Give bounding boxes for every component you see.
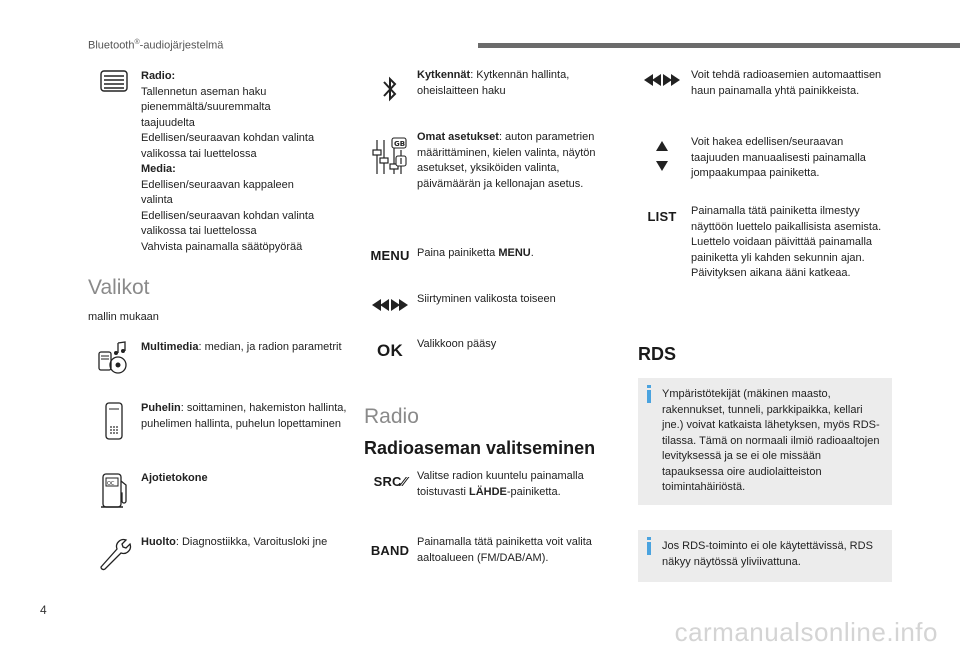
bluetooth-icon	[364, 74, 416, 104]
section-title: Bluetooth®-audiojärjestelmä	[88, 39, 224, 52]
svg-text:GB: GB	[394, 140, 406, 148]
watermark: carmanualsonline.info	[674, 617, 938, 647]
info-icon	[647, 537, 651, 540]
list-lines-icon	[88, 68, 140, 94]
svg-text:OC: OC	[107, 481, 115, 487]
header-bar	[478, 43, 960, 48]
list-label: LIST	[647, 209, 677, 224]
wrench-icon	[88, 535, 140, 571]
info-box-reception: Ympäristötekijät (mäkinen maasto, rakennukset, tunneli, parkkipaikka, kellari jne.) voivat katkaista lähetyksen, myös RDS-tilassa. Tämä on normaali ilmiö radioaaltojen levityksessä ja se ei ole missään tapauksessa oire audiolaitteiston toimintahäiriöstä.	[638, 378, 892, 505]
info-box-rds: Jos RDS-toiminto ei ole käytettävissä, RDS näkyy näytössä yliviivattuna.	[638, 530, 892, 582]
src-label: SRC⁄⁄	[373, 474, 407, 489]
radio-heading: Radio	[364, 405, 419, 428]
phone-icon	[88, 401, 140, 441]
multimedia-icon	[88, 340, 140, 376]
ok-label: OK	[377, 341, 403, 360]
menus-subtitle: mallin mukaan	[88, 311, 159, 323]
src-slash-icon: ⁄⁄	[401, 474, 407, 489]
band-label: BAND	[370, 543, 410, 558]
double-arrows-icon	[364, 297, 416, 313]
info-icon	[647, 385, 651, 388]
rds-heading: RDS	[638, 344, 677, 364]
menus-heading: Valikot	[88, 276, 150, 299]
page-number: 4	[40, 603, 47, 617]
settings-sliders-icon	[364, 136, 416, 176]
up-down-arrows-icon	[638, 139, 686, 173]
station-selection-heading: Radioaseman valitseminen	[364, 438, 596, 458]
menu-label: MENU	[370, 248, 410, 263]
double-arrows-icon	[638, 72, 686, 88]
fuel-pump-icon	[88, 471, 140, 511]
